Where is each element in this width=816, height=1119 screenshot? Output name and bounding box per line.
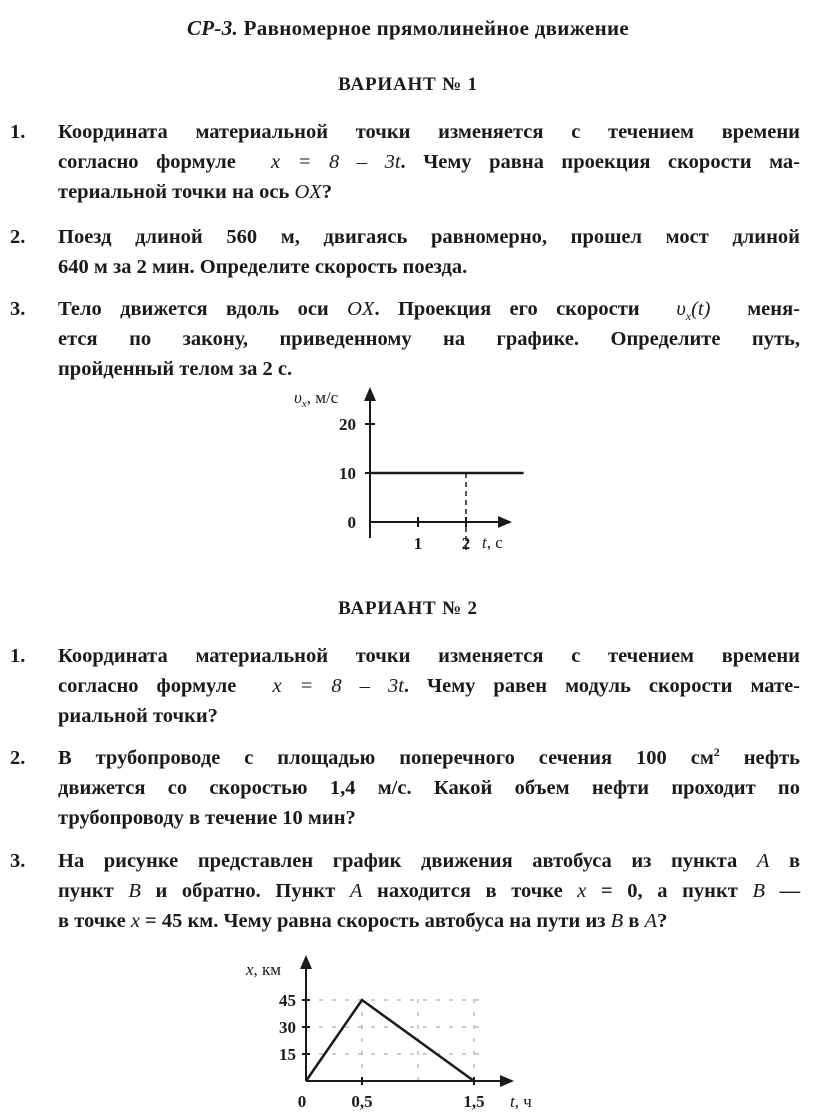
y-tick-label: 30	[279, 1018, 296, 1037]
task-line: 640 м за 2 мин. Определите скорость поезда.	[58, 256, 468, 278]
task-line: движется со скоростью 1,4 м/с. Какой объем нефти проходит по	[58, 777, 800, 799]
task-line: риальной точки?	[58, 705, 218, 727]
y-axis-label: $\upsilon_x$, м/с	[294, 388, 339, 410]
variant-1-task-2	[10, 222, 800, 282]
variant-1-task-3	[10, 294, 800, 384]
y-tick-label: 0	[347, 513, 356, 532]
task-line: териальной точки на ось OX?	[58, 181, 333, 203]
task-line: В трубопроводе с площадью поперечного сечения 100 $см^2$ нефть	[58, 745, 801, 769]
task-line: Координата материальной точки изменяется с течением времени	[58, 645, 800, 667]
task-line: пункт B и обратно. Пункт A находится в точке x = 0, а пункт B —	[58, 880, 801, 902]
work-title: Равномерное прямолинейное движение	[243, 16, 629, 40]
variant-2-task-1	[10, 641, 800, 731]
y-tick-label: 20	[339, 415, 356, 434]
bus-position-chart	[240, 955, 540, 1115]
task-line: согласно формуле x = 8 – 3t. Чему равен модуль скорости мате-	[58, 675, 800, 697]
formula: x = 8 – 3t	[272, 675, 404, 697]
task-number: 3.	[10, 850, 26, 872]
x-axis-label: t, ч	[510, 1092, 532, 1111]
x-axis	[370, 516, 512, 528]
task-line: в точке x = 45 км. Чему равна скорость автобуса на пути из B в A?	[58, 910, 668, 932]
x-tick-label: 0,5	[351, 1092, 373, 1111]
x-axis-label: t, с	[482, 533, 503, 552]
task-line: пройденный телом за 2 с.	[58, 358, 293, 380]
task-line: Поезд длиной 560 м, двигаясь равномерно, прошел мост длиной	[58, 226, 800, 248]
y-tick-label: 45	[279, 991, 296, 1010]
y-tick-label: 10	[339, 464, 356, 483]
velocity-time-chart	[280, 385, 540, 560]
y-axis	[364, 387, 376, 538]
bus-trajectory-line	[306, 1000, 474, 1081]
dashed-grid	[306, 991, 485, 1081]
y-tick-label: 15	[279, 1045, 296, 1064]
task-number: 2.	[10, 226, 26, 248]
origin-label: 0	[297, 1092, 307, 1111]
task-line: согласно формуле x = 8 – 3t. Чему равна проекция скорости ма-	[58, 151, 801, 173]
task-number: 3.	[10, 298, 26, 320]
formula: x = 8 – 3t	[270, 151, 401, 173]
variant-2-task-3	[10, 846, 800, 936]
work-code: СР-3.	[187, 16, 239, 40]
y-axis	[300, 955, 312, 1081]
task-number: 1.	[10, 645, 26, 667]
task-line: Тело движется вдоль оси OX. Проекция его скорости $\upsilon_x(t)$ меня-	[58, 298, 800, 324]
x-tick-label: 2	[461, 534, 471, 553]
variant-1-task-1	[10, 117, 800, 207]
x-axis	[306, 1075, 514, 1087]
task-line: ется по закону, приведенному на графике. Определите путь,	[58, 328, 800, 350]
x-tick-label: 1,5	[463, 1092, 485, 1111]
task-line: трубопроводу в течение 10 мин?	[58, 807, 356, 829]
x-tick-label: 1	[413, 534, 423, 553]
variant-2-heading: ВАРИАНТ № 2	[338, 598, 478, 619]
task-line: На рисунке представлен график движения автобуса из пункта A в	[58, 850, 801, 872]
page-title	[0, 16, 816, 41]
task-number: 1.	[10, 121, 26, 143]
task-number: 2.	[10, 747, 26, 769]
variant-1-heading: ВАРИАНТ № 1	[338, 74, 478, 95]
y-axis-label: x, км	[246, 960, 282, 979]
task-line: Координата материальной точки изменяется с течением времени	[58, 121, 800, 143]
variant-2-task-2	[10, 743, 800, 833]
